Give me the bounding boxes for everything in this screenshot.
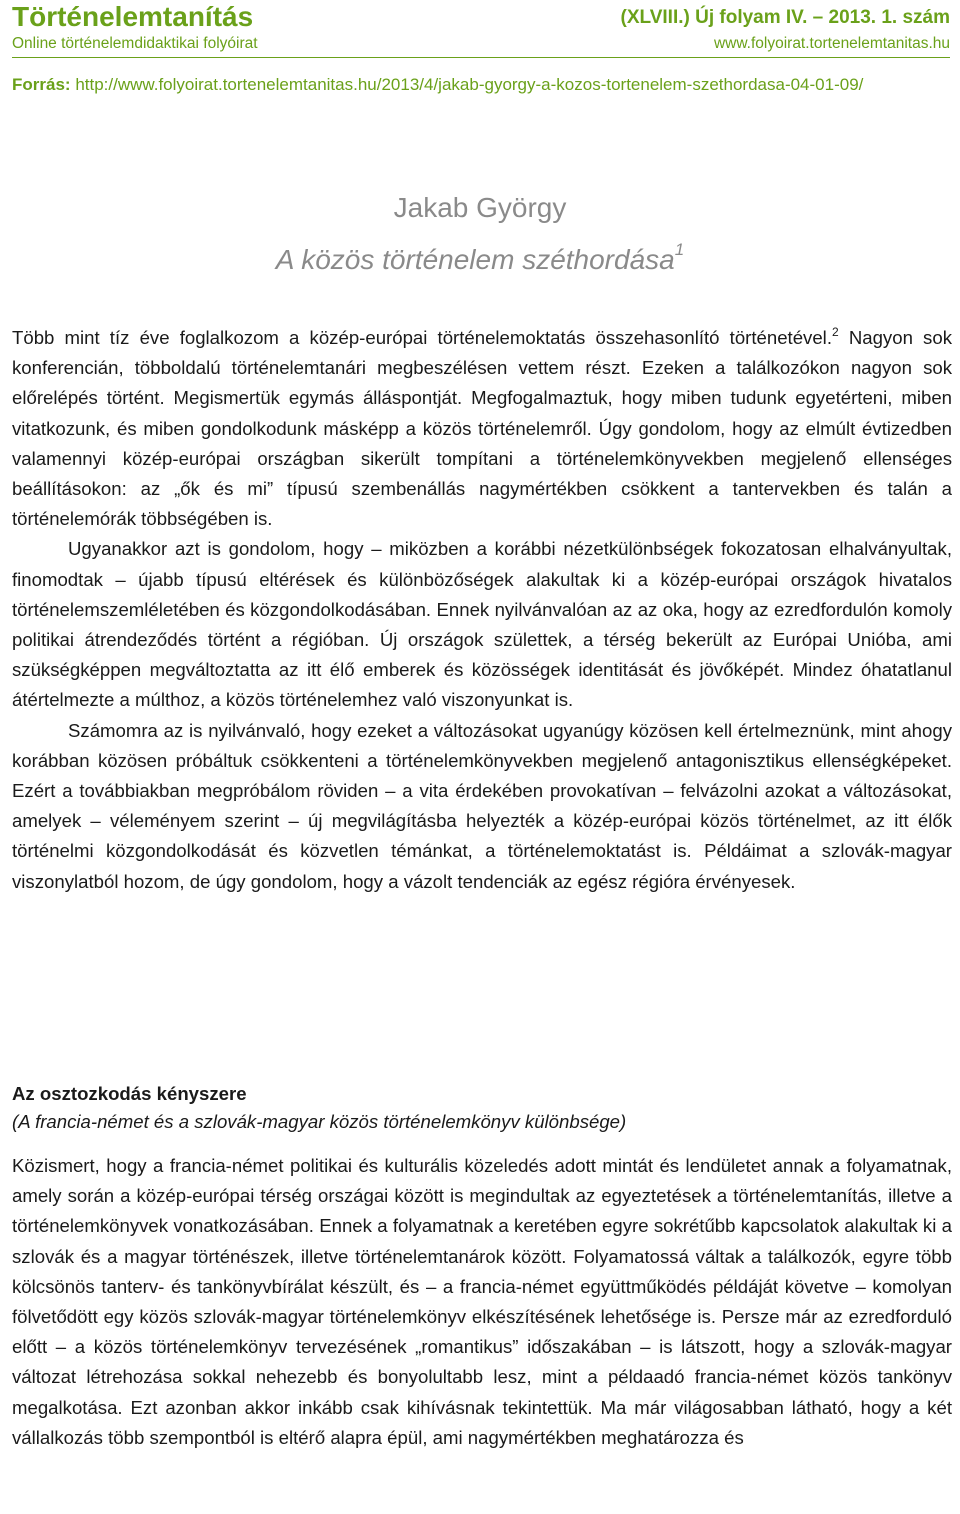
article-author: Jakab György [393,192,567,223]
source-label: Forrás: [12,75,71,94]
journal-header [12,0,950,56]
paragraph-2: Ugyanakkor azt is gondolom, hogy – miközben a korábbi nézetkülönbségek fokozatosan elhalványultak, finomodtak – újabb típusú eltérések és különbözőségek alakultak ki a közép-európai országok hivatalos történelemszemléletében és közgondolkodásában. Ennek nyilvánvalóan az az oka, hogy az ezredfordulón komoly politikai átrendeződés történt a régióban. Új országok születtek, a térség bekerült az Európai Unióba, ami szükségképpen megváltoztatta az itt élő emberek és közösségek identitását és jövőképét. Mindez óhatatlanul átértelmezte a múlthoz, a közös történelemhez való viszonyunkat is. [12,538,952,711]
article-title-text: A közös történelem széthordása [275,244,675,275]
journal-subtitle: Online történelemdidaktikai folyóirat [12,35,258,52]
footnote-ref-2[interactable]: 2 [831,325,839,339]
article-body [12,323,952,897]
paragraph-1-post: Nagyon sok konferencián, többoldalú történelemtanári megbeszélésen vettem részt. Ezeken a találkozókon nagyon sok előrelépés történt. Megismertük egymás álláspontját. Megfogalmaztuk, hogy miben tudunk egyetérteni, miben vitatkozunk, és miben gondolkodunk másképp a közös történelemről. Úgy gondolom, hogy az elmúlt évtizedben valamennyi közép-európai országban sikerült tompítani a történelemkönyvekben megjelenő ellenséges beállításokon: az „ők és mi” típusú szembenállás nagymértékben csökkent a tantervekben és talán a történelemórák többségében is. [12,327,952,530]
source-link[interactable]: http://www.folyoirat.tortenelemtanitas.hu/2013/4/jakab-gyorgy-a-kozos-tortenelem-szethordasa-04-01-09/ [75,75,864,94]
section-heading-block [12,1080,952,1136]
section-heading: Az osztozkodás kényszere [12,1083,247,1104]
paragraph-1-pre: Több mint tíz éve foglalkozom a közép-európai történelemoktatás összehasonlító történetével. [12,327,832,348]
paragraph-1 [12,323,952,534]
source-line [12,72,937,98]
section-subheading: (A francia-német és a szlovák-magyar közös történelemkönyv különbsége) [12,1111,627,1132]
article-title [0,240,960,280]
journal-url: www.folyoirat.tortenelemtanitas.hu [713,35,950,52]
section-paragraph-1: Közismert, hogy a francia-német politikai és kulturális közeledés adott mintát és lendületet annak a folyamatnak, amely során a közép-európai térség országai között is megindultak az egyeztetések a történelemtanítás, illetve a történelemkönyvek vonatkozásában. Ennek a folyamatnak a keretében egyre sokrétűbb kapcsolatok alakultak ki a szlovák és a magyar történészek, illetve történelemtanárok között. Folyamatossá váltak a találkozók, egyre több kölcsönös tanterv- és tankönyvbírálat készült, és – a francia-német együttműködés példáját követve – komolyan fölvetődött egy közös szlovák-magyar történelemkönyv elkészítésének lehetősége is. Persze már az ezredforduló előtt – a közös történelemkönyv tervezésének „romantikus” időszakában – is látszott, hogy a szlovák-magyar változat létrehozása sokkal nehezebb és bonyolultabb lesz, mint a példaadó francia-német közös tankönyv megalkotása. Ezt azonban akkor inkább csak kihívásnak tekintettük. Ma már világosabban látható, hogy a két vállalkozás több szempontból is eltérő alapra épül, ami nagymértékben meghatározza és [12,1155,952,1448]
header-divider [12,57,950,58]
issue-number: (XLVIII.) Új folyam IV. – 2013. 1. szám [620,7,950,28]
paragraph-3: Számomra az is nyilvánvaló, hogy ezeket a változásokat ugyanúgy közösen kell értelmeznünk, mint ahogy korábban közösen próbáltuk csökkenteni a történelemkönyvekben megjelenő antagonisztikus ellenségképeket. Ezért a továbbiakban megpróbálom röviden – a vita érdekében provokatívan – felvázolni azokat a változásokat, amelyek – véleményem szerint – új megvilágításba helyezték a közép-európai közös történelmet, az itt élők történelmi közgondolkodását és közvetlen témánkat, a történelemoktatást is. Példáimat a szlovák-magyar viszonylatból hozom, de úgy gondolom, hogy a vázolt tendenciák az egész régióra érvényesek. [12,719,952,892]
section-body [12,1151,952,1453]
title-footnote-ref[interactable]: 1 [674,240,685,259]
journal-title: Történelemtanítás [12,1,254,32]
